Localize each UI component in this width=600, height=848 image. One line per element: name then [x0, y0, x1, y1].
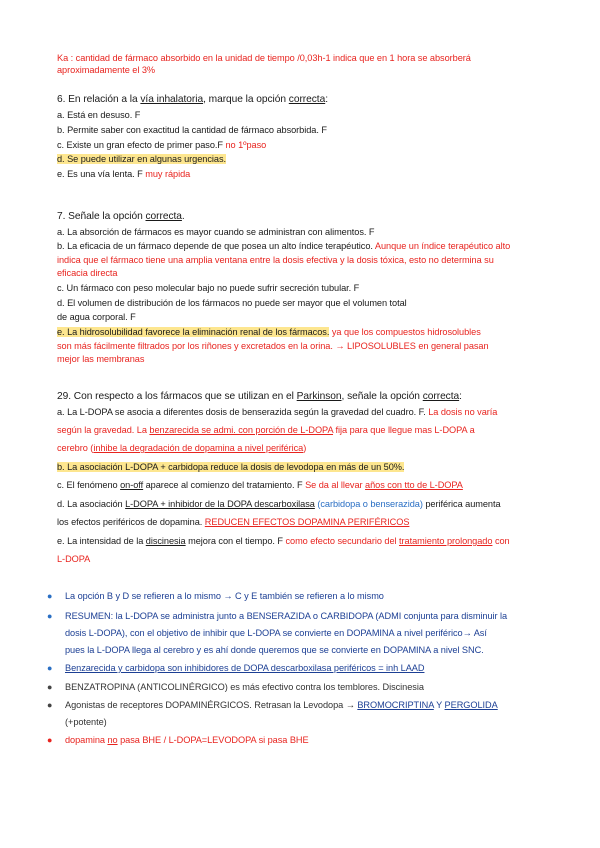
bullet-1: La opción B y D se refieren a lo mismo → C y E también se refieren a lo mismo [65, 591, 384, 601]
bullet-5-line-1: Agonistas de receptores DOPAMINÉRGICOS. Retrasan la Levodopa → BROMOCRIPTINA Y PERGOLIDA [65, 700, 498, 710]
q29-note-a-2: según la gravedad. La benzarecida se admi. con porción de L-DOPA fija para que llegue mas L-DOPA a [57, 425, 475, 435]
q29-option-c: c. El fenómeno on-off aparece al comienzo del tratamiento. F Se da al llevar años con tto de L-DOPA [57, 480, 463, 490]
bullet-5-line-2: (+potente) [65, 717, 107, 727]
bullet-6: dopamina no pasa BHE / L-DOPA=LEVODOPA si pasa BHE [65, 735, 309, 745]
q7-note-b-2: indica que el fármaco tiene una amplia ventana entre la dosis efectiva y la dosis tóxica, esto no determina su [57, 255, 494, 265]
q29-note-a-3: cerebro (inhibe la degradación de dopamina a nivel periférica) [57, 443, 307, 453]
q7-option-b: b. La eficacia de un fármaco depende de que posea un alto índice terapéutico. Aunque un índice terapéutico alto [57, 241, 511, 251]
bullet-dot-5: ● [47, 700, 53, 710]
bullet-2-line-1: RESUMEN: la L-DOPA se administra junto a BENSERAZIDA o CARBIDOPA (ADMI conjunta para disminuir la [65, 611, 508, 621]
q7-option-a: a. La absorción de fármacos es mayor cuando se administran con alimentos. F [57, 227, 375, 237]
q29-option-d: d. La asociación L-DOPA + inhibidor de la DOPA descarboxilasa (carbidopa o benserazida) periférica aumenta [57, 499, 501, 509]
question-7-title: 7. Señale la opción correcta. [57, 211, 185, 222]
intro-line-2: aproximadamente el 3% [57, 65, 156, 75]
q29-option-e: e. La intensidad de la discinesia mejora con el tiempo. F como efecto secundario del tratamiento prolongado con [57, 536, 510, 546]
q29-option-a: a. La L-DOPA se asocia a diferentes dosis de benserazida según la gravedad del cuadro. F. La dosis no varía [57, 407, 498, 417]
q7-note-b-3: eficacia directa [57, 268, 118, 278]
bullet-3: Benzarecida y carbidopa son inhibidores de DOPA descarboxilasa periféricos = inh LAAD [65, 663, 425, 673]
q7-option-d: d. El volumen de distribución de los fármacos no puede ser mayor que el volumen total [57, 298, 407, 308]
q6-option-a: a. Está en desuso. F [57, 110, 141, 120]
q29-note-e-2: L-DOPA [57, 554, 91, 564]
q7-option-c: c. Un fármaco con peso molecular bajo no puede sufrir secreción tubular. F [57, 283, 360, 293]
q29-option-b: b. La asociación L-DOPA + carbidopa reduce la dosis de levodopa en más de un 50%. [57, 462, 405, 472]
q6-option-c: c. Existe un gran efecto de primer paso.F no 1ºpaso [57, 140, 267, 150]
bullet-dot-4: ● [47, 682, 53, 692]
question-6-title: 6. En relación a la vía inhalatoria, marque la opción correcta: [57, 94, 328, 105]
bullet-4: BENZATROPINA (ANTICOLINÉRGICO) es más efectivo contra los temblores. Discinesia [65, 682, 424, 692]
intro-line-1: Ka : cantidad de fármaco absorbido en la unidad de tiempo /0,03h-1 indica que en 1 hora se absorberá [57, 53, 471, 63]
bullet-2-line-2: dosis L-DOPA), con el objetivo de inhibir que L-DOPA se convierte en DOPAMINA a nivel periférico→ Así [65, 628, 487, 638]
q7-note-e-3: mejor las membranas [57, 354, 145, 364]
question-29-title: 29. Con respecto a los fármacos que se utilizan en el Parkinson, señale la opción correcta: [57, 391, 462, 402]
bullet-2-line-3: pues la L-DOPA llega al cerebro y es ahí donde queremos que se convierte en DOPAMINA a nivel SNC. [65, 645, 484, 655]
q6-option-e: e. Es una vía lenta. F muy rápida [57, 169, 191, 179]
bullet-dot-2: ● [47, 611, 53, 621]
q6-option-d: d. Se puede utilizar en algunas urgencias. [57, 154, 227, 164]
bullet-dot-6: ● [47, 735, 53, 745]
q6-option-b: b. Permite saber con exactitud la cantidad de fármaco absorbida. F [57, 125, 327, 135]
q7-option-d-cont: de agua corporal. F [57, 312, 136, 322]
q29-option-d-cont: los efectos periféricos de dopamina. REDUCEN EFECTOS DOPAMINA PERIFÉRICOS [57, 517, 410, 527]
bullet-dot-3: ● [47, 663, 53, 673]
q7-note-e-2: son más fácilmente filtrados por los riñones y excretados en la orina. → LIPOSOLUBLES en general pasan [57, 341, 489, 351]
bullet-dot-1: ● [47, 591, 53, 601]
q7-option-e: e. La hidrosolubilidad favorece la eliminación renal de los fármacos. ya que los compuestos hidrosolubles [57, 327, 481, 337]
